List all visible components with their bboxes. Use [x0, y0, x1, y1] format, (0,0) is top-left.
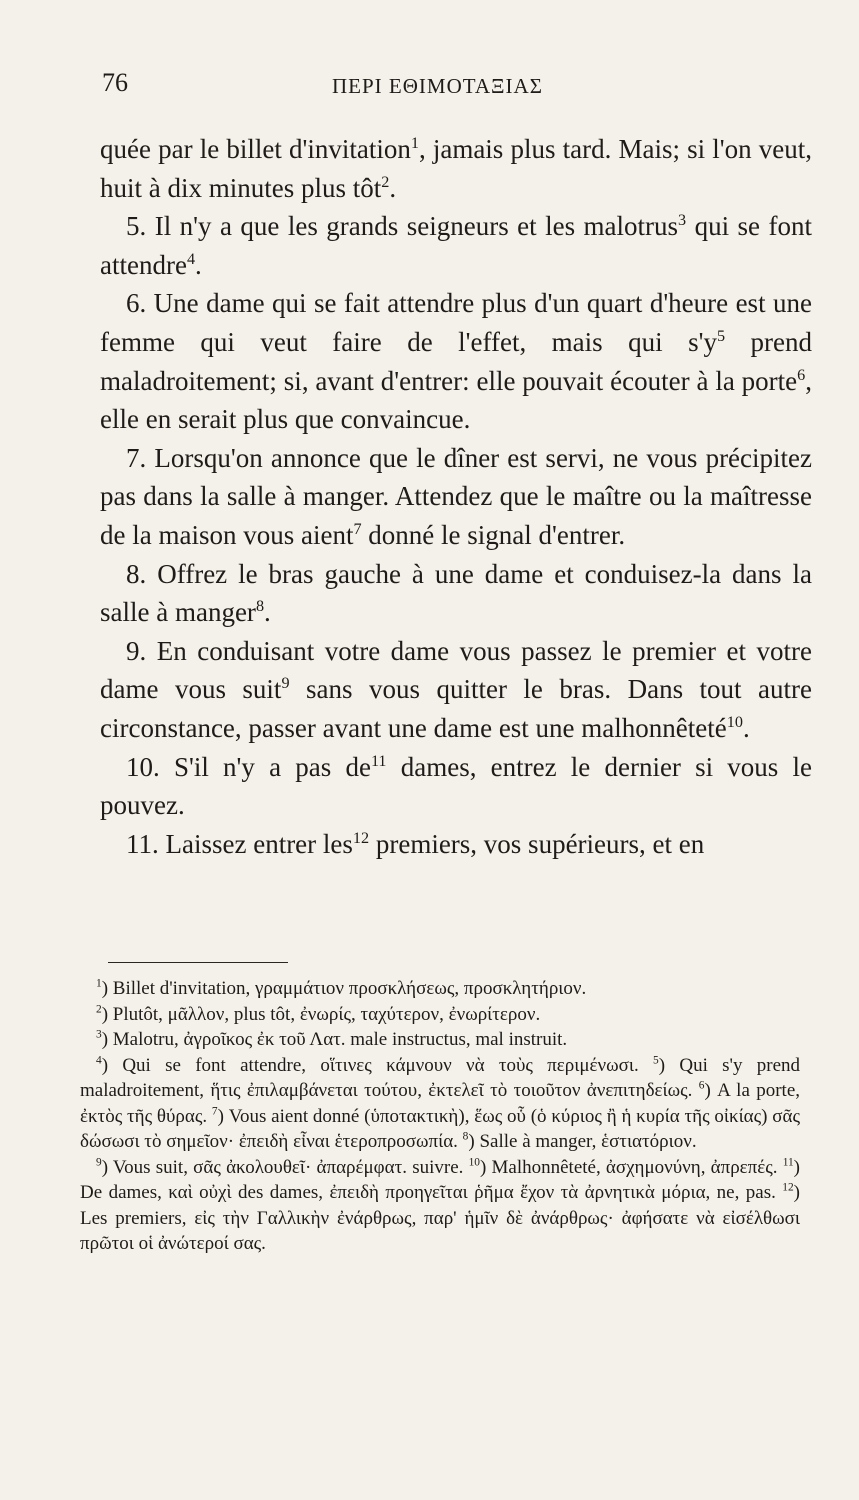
footnote-ref: 9 [281, 674, 290, 693]
footnote-ref: 2 [381, 172, 390, 191]
footnote-3: $^3$) Malotru, ἀγροῖκος ἐκ τοῦ Λατ. male instructus, mal instruit. [96, 1028, 568, 1050]
footnote-divider [108, 962, 288, 963]
footnotes-9-12: $^9$) Vous suit, σᾶς ἀκολουθεῖ· ἀπαρέμφατ. suivre. $^{10}$) Malhonnêteté, ἀσχημονύνη, ἀπρεπές. $^{11}$) De dames, καὶ οὐχὶ des dames, ἐπειδὴ προηγεῖται ῥῆμα ἔχον τὰ ἀρνητικὰ μόρια, ne, pas. $^{12}$) Les premiers, εἰς τὴν Γαλλικὴν ἐνάρθρως, παρ' ἡμῖν δὲ ἀνάρθρως· ἀφήσατε νὰ εἰσέλθωσι πρῶτοι οἱ ἀνώτεροί σας. [80, 1156, 800, 1254]
footnote-ref: 3 [678, 211, 687, 230]
page-header [100, 66, 800, 106]
running-title: ΠΕΡΙ ΕΘΙΜΟΤΑΞΙΑΣ [332, 74, 543, 98]
footnote-1: $^1$) Billet d'invitation, γραμμάτιον προσκλήσεως, προσκλητήριον. [96, 977, 587, 999]
paragraph-11: 11. Laissez entrer les$^{12}$ premiers, vos supérieurs, et en [126, 828, 705, 859]
footnote-ref: 11 [370, 751, 387, 770]
footnote-ref: 5 [716, 326, 726, 345]
footnotes-4-6: $^4$) Qui se font attendre, οἵτινες κάμνουν νὰ τοὺς περιμένωσι. $^5$) Qui s'y prend maladroitement, ἥτις ἐπιλαμβάνεται τούτου, ἐκτελεῖ τὸ τοιοῦτον ἀνεπιτηδείως. $^6$) A la porte, ἐκτὸς τῆς θύρας. $^7$) Vous aient donné (ὑποτακτικὴ), ἕως οὗ (ὁ κύριος ἢ ἡ κυρία τῆς οἰκίας) σᾶς δώσωσι τὸ σημεῖον· ἐπειδὴ εἶναι ἑτεροπροσωπία. $^8$) Salle à manger, ἑστιατόριον. [80, 1054, 801, 1152]
paragraph-10: 10. S'il n'y a pas $de^{11}$ dames, entrez le dernier si vous le pouvez. [100, 751, 812, 821]
footnote-ref: 6 [797, 365, 806, 384]
footnote-ref: 1 [410, 134, 419, 152]
page-number: 76 [102, 68, 128, 97]
paragraph-9: 9. En conduisant votre dame vous passez le premier et votre dame vous suit$^9$ sans vous quitter le bras. Dans tout autre circonstance, passer avant une dame est une malhonnêteté$^{10}$. [100, 635, 812, 743]
footnote-ref: 8 [255, 597, 265, 616]
footnote-ref: 12 [352, 828, 370, 847]
paragraph-8: 8. Offrez le bras gauche à une dame et conduisez-la dans la salle à manger$^8$. [100, 558, 812, 628]
paragraph-7: 7. Lorsqu'on annonce que le dîner est servi, ne vous précipitez pas dans la salle à manger. Attendez que le maître ou la maîtresse de la maison vous aient$^7$ donné le signal d'entrer. [100, 442, 812, 550]
main-text [100, 130, 812, 863]
footnote-ref: 10 [726, 712, 743, 731]
paragraph-5: 5. Il n'y a que les grands seigneurs et les malotrus$^3$ qui se font attendre$^4$. [100, 211, 812, 280]
paragraph-intro: quée par le billet d'invitation$^1$, jamais plus tard. Mais; si l'on veut, huit à dix minutes plus tôt$^2$. [100, 134, 812, 203]
footnote-ref: 4 [186, 249, 196, 268]
paragraph-6: 6. Une dame qui se fait attendre plus d'un quart d'heure est une femme qui veut faire de l'effet, mais qui $s'y^5$ prend maladroitement; si, avant d'entrer: elle pouvait écouter à la porte$^6$, elle en serait plus que convaincue. [100, 288, 812, 435]
footnote-2: $^2$) Plutôt, μᾶλλον, plus tôt, ἐνωρίς, ταχύτερον, ἐνωρίτερον. [96, 1003, 541, 1025]
footnote-ref: 7 [353, 519, 362, 538]
footnotes [80, 976, 800, 1257]
